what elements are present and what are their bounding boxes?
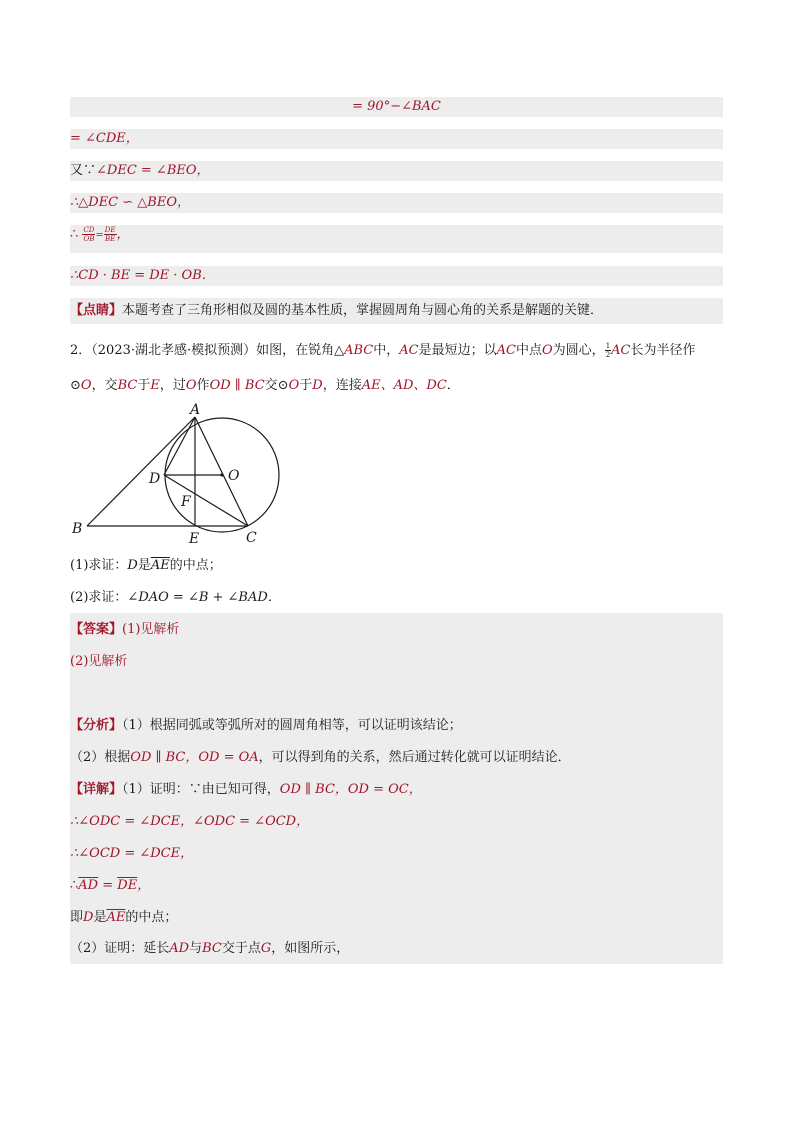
detail-line-4: $\therefore\overline{AD} = \overline{DE}$，	[70, 869, 723, 901]
eq-line-1	[70, 97, 723, 117]
fraction-de-be: $\frac{DE}{BE}$	[104, 226, 116, 243]
label-d: D	[149, 471, 161, 487]
arc-ae: $\overline{AE}$	[150, 558, 170, 573]
answer-line-2	[70, 645, 723, 677]
fraction-half: $\frac{1}{2}$	[605, 342, 611, 359]
detail-line-5: 即D是$\overline{AE}$的中点；	[70, 901, 723, 933]
eq-line-4	[70, 193, 723, 213]
label-b: B	[72, 521, 83, 537]
dianjing-tag: 【点睛】	[70, 303, 123, 318]
point-o	[220, 473, 223, 476]
label-f: F	[181, 494, 191, 510]
label-c: C	[246, 530, 257, 546]
answer-2: (2)见解析	[70, 654, 128, 669]
detail-line-3: ∴∠OCD = ∠DCE，	[70, 837, 723, 869]
segment-ab	[87, 417, 195, 526]
segment-ad	[164, 417, 195, 475]
answer-line-1	[70, 613, 723, 645]
text-you-since: 又∵	[70, 163, 97, 178]
eq-90-minus-bac: = 90°−∠BAC	[352, 99, 441, 114]
analysis-line-2: （2）根据OD ∥ BC，OD = OA，可以得到角的关系，然后通过转化就可以证明结论．	[70, 741, 723, 773]
therefore-symbol: ∴	[70, 227, 79, 242]
eq-line-2	[70, 129, 723, 149]
detail-line-1: 【详解】（1）证明：∵由已知可得，OD ∥ BC，OD = OC，	[70, 773, 723, 805]
label-e: E	[189, 531, 200, 547]
eq-similar: ∴△DEC ∽ △BEO，	[70, 195, 190, 210]
arc-de: $\overline{DE}$	[117, 878, 138, 893]
label-a: A	[190, 402, 201, 418]
answer-1: (1)见解析	[122, 622, 180, 637]
problem2-line2: ⊙O，交BC于E，过O作OD ∥ BC交⊙O于D，连接AE、AD、DC．	[70, 378, 460, 393]
problem2-line1: 2．（2023·湖北孝感·模拟预测）如图，在锐角△ABC中，AC是最短边；以AC中点O为圆心， $\frac{1}{2}$ AC长为半径作	[70, 342, 696, 359]
detail-tag: 【详解】	[70, 782, 123, 797]
fraction-cd-ob: $\frac{CD}{OB}$	[83, 226, 95, 243]
question-1: (1)求证：D是$\overline{AE}$的中点；	[70, 558, 222, 573]
answer-spacer	[70, 677, 723, 709]
arc-ae-2: $\overline{AE}$	[106, 910, 126, 925]
detail-line-6: （2）证明：延长AD与BC交于点G，如图所示，	[70, 933, 723, 964]
comma: ，	[116, 227, 130, 242]
analysis-line-1: 【分析】（1）根据同弧或等弧所对的圆周角相等，可以证明该结论；	[70, 709, 723, 741]
label-o: O	[228, 468, 240, 484]
arc-ad: $\overline{AD}$	[78, 878, 99, 893]
equals-sign: =	[95, 230, 104, 241]
dianjing-line	[70, 298, 723, 324]
geometry-figure	[65, 400, 295, 550]
eq-line-6	[70, 266, 723, 286]
eq-product: ∴CD · BE = DE · OB．	[70, 268, 215, 283]
eq-dec-beo: ∠DEC = ∠BEO，	[96, 163, 210, 178]
eq-line-3	[70, 161, 723, 181]
analysis-tag: 【分析】	[70, 718, 123, 733]
dianjing-text: 本题考查了三角形相似及圆的基本性质，掌握圆周角与圆心角的关系是解题的关键．	[122, 303, 604, 318]
eq-cde: = ∠CDE，	[70, 131, 139, 146]
eq-line-5	[70, 225, 723, 253]
detail-line-2: ∴∠ODC = ∠DCE，∠ODC = ∠OCD，	[70, 805, 723, 837]
answer-tag: 【答案】	[70, 622, 123, 637]
question-2: (2)求证：∠DAO = ∠B + ∠BAD．	[70, 590, 281, 605]
